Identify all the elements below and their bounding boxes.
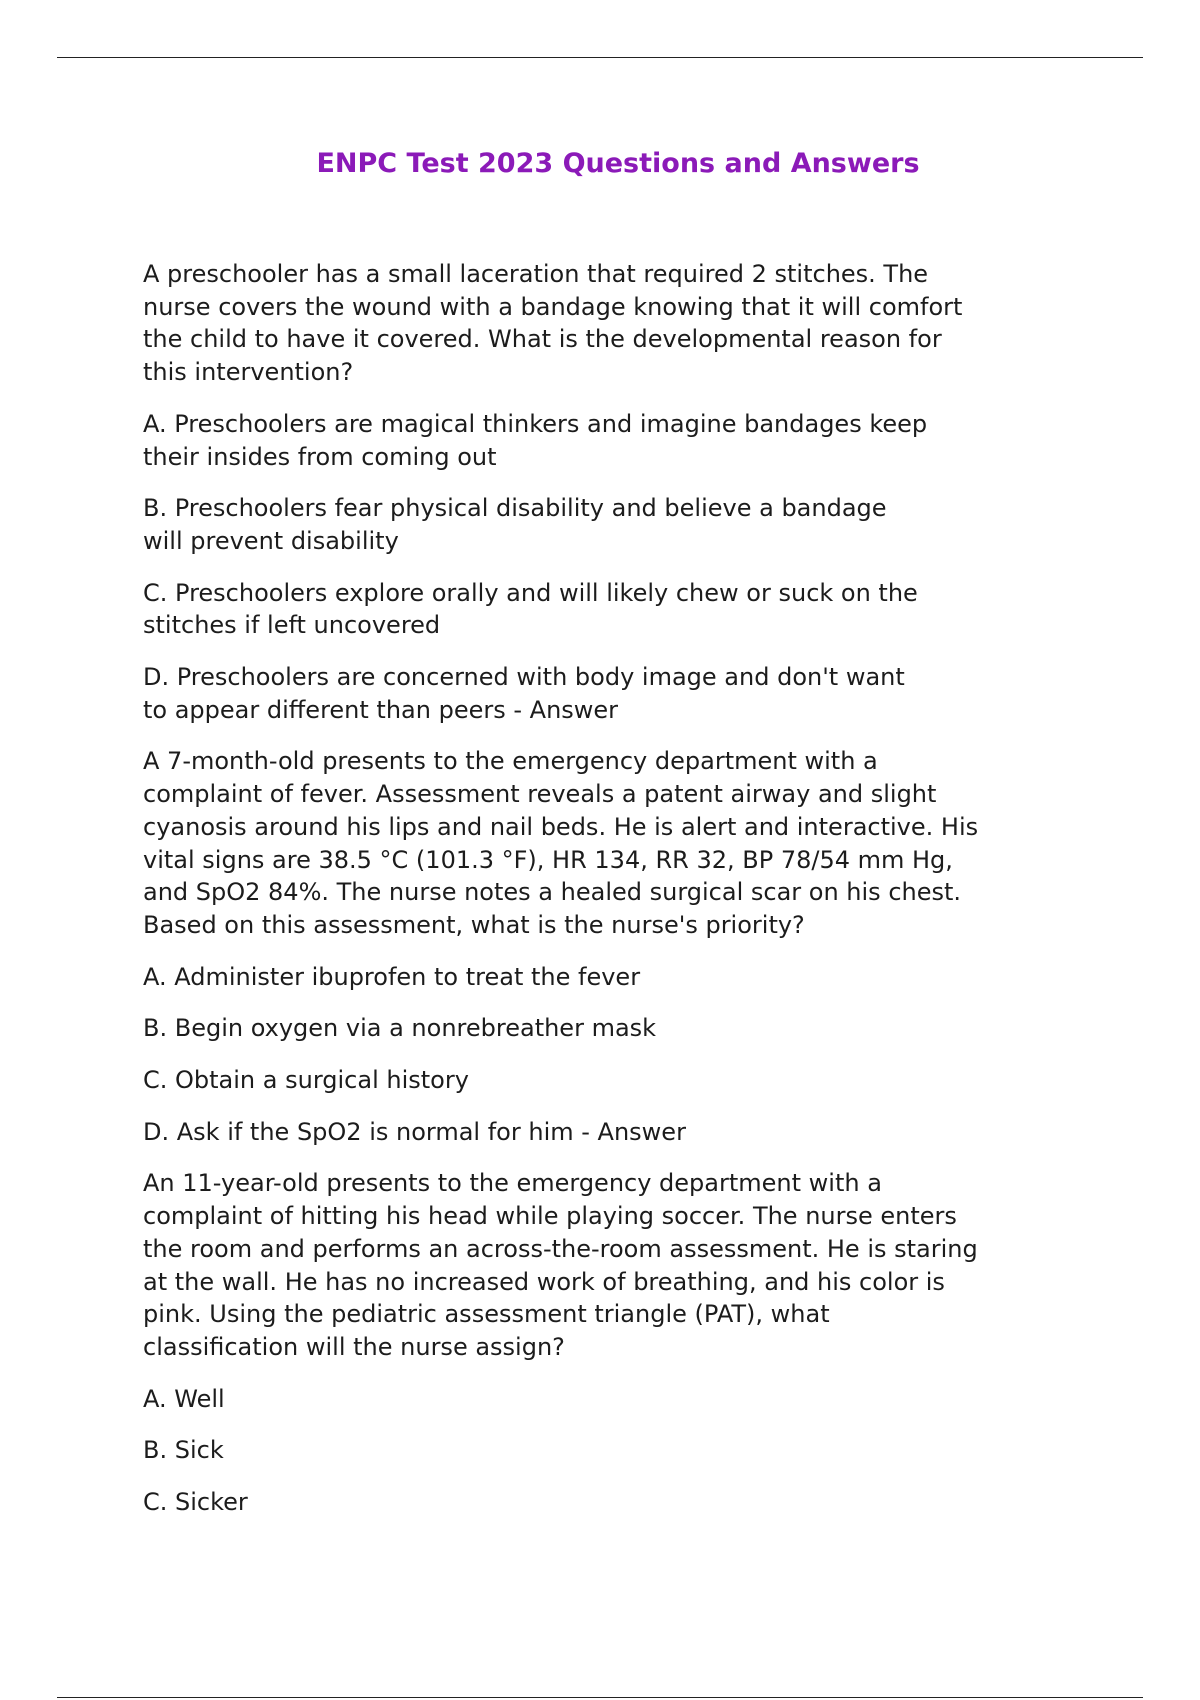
question-2-option-c: C. Obtain a surgical history <box>143 1066 469 1095</box>
question-1-option-a: A. Preschoolers are magical thinkers and imagine bandages keep their insides from coming out <box>143 409 928 471</box>
question-1-option-b: B. Preschoolers fear physical disability and believe a bandage will prevent disability <box>143 494 887 555</box>
document-body <box>143 258 1083 1538</box>
question-3-option-c: C. Sicker <box>143 1488 248 1517</box>
question-2-option-b: B. Begin oxygen via a nonrebreather mask <box>143 1014 657 1043</box>
question-2-option-d: D. Ask if the SpO2 is normal for him - Answer <box>143 1117 686 1146</box>
question-1-option-c: C. Preschoolers explore orally and will likely chew or suck on the stitches if left uncovered <box>143 578 918 640</box>
question-3-option-b: B. Sick <box>143 1436 224 1465</box>
question-1-stem: A preschooler has a small laceration that required 2 stitches. The nurse covers the wound with a bandage knowing that it will comfort the child to have it covered. What is the developmental reason for this intervention? <box>143 260 963 387</box>
question-3-option-a: A. Well <box>143 1384 225 1413</box>
document-title: ENPC Test 2023 Questions and Answers <box>316 148 920 179</box>
header-rule <box>57 57 1143 58</box>
question-3-stem: An 11-year-old presents to the emergency department with a complaint of hitting his head while playing soccer. The nurse enters the room and performs an across-the-room assessment. He is staring at the wall. He has no increased work of breathing, and his color is pink. Using the pediatric assessment triangle (PAT), what classification will the nurse assign? <box>143 1169 978 1361</box>
question-2-option-a: A. Administer ibuprofen to treat the fever <box>143 962 641 991</box>
footer-rule <box>57 1697 1143 1698</box>
question-2-stem: A 7-month-old presents to the emergency department with a complaint of fever. Assessment reveals a patent airway and slight cyanosis around his lips and nail beds. He is alert and interactive. His vital signs are 38.5 °C (101.3 °F), HR 134, RR 32, BP 78/54 mm Hg, and SpO2 84%. The nurse notes a healed surgical scar on his chest. Based on this assessment, what is the nurse's priority? <box>143 747 979 939</box>
question-1-option-d: D. Preschoolers are concerned with body image and don't want to appear different than peers - Answer <box>143 663 905 724</box>
